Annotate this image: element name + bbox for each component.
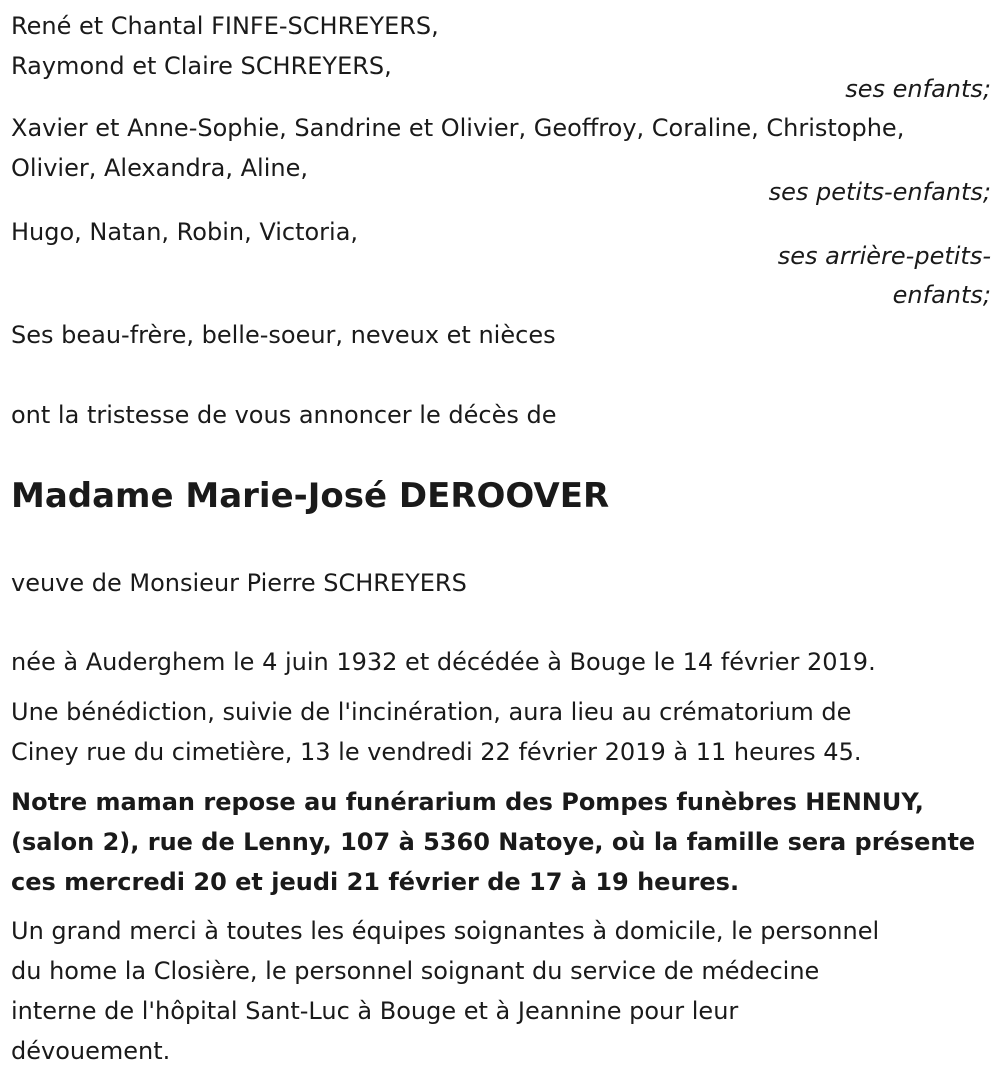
birth-death-line: née à Auderghem le 4 juin 1932 et décédée à Bouge le 14 février 2019. (11, 648, 876, 676)
children-line-2: Raymond et Claire SCHREYERS, (11, 52, 392, 80)
thanks-line-3: interne de l'hôpital Sant-Luc à Bouge et à Jeannine pour leur (11, 997, 739, 1025)
deceased-name: Madame Marie-José DEROOVER (11, 476, 610, 516)
thanks-line-1: Un grand merci à toutes les équipes soignantes à domicile, le personnel (11, 917, 880, 945)
funerarium-line-1: Notre maman repose au funérarium des Pompes funèbres HENNUY, (11, 788, 924, 816)
children-role: ses enfants; (845, 75, 991, 103)
great-grandchildren-line-1: Hugo, Natan, Robin, Victoria, (11, 218, 359, 246)
relatives-line: Ses beau-frère, belle-soeur, neveux et nièces (11, 321, 556, 349)
children-line-1: René et Chantal FINFE-SCHREYERS, (11, 12, 439, 40)
thanks-line-2: du home la Closière, le personnel soignant du service de médecine (11, 957, 820, 985)
funerarium-line-3: ces mercredi 20 et jeudi 21 février de 17 à 19 heures. (11, 868, 740, 896)
ceremony-line-1: Une bénédiction, suivie de l'incinération, aura lieu au crématorium de (11, 698, 852, 726)
great-grandchildren-role-line-2: enfants; (892, 281, 991, 309)
widow-of-line: veuve de Monsieur Pierre SCHREYERS (11, 569, 467, 597)
great-grandchildren-role-line-1: ses arrière-petits- (777, 242, 991, 270)
obituary-page (11, 0, 991, 1081)
grandchildren-line-2: Olivier, Alexandra, Aline, (11, 154, 308, 182)
grandchildren-role: ses petits-enfants; (768, 178, 991, 206)
ceremony-line-2: Ciney rue du cimetière, 13 le vendredi 22 février 2019 à 11 heures 45. (11, 738, 862, 766)
thanks-line-4: dévouement. (11, 1037, 171, 1065)
funerarium-line-2: (salon 2), rue de Lenny, 107 à 5360 Natoye, où la famille sera présente (11, 828, 976, 856)
announcement-line: ont la tristesse de vous annoncer le décès de (11, 401, 557, 429)
grandchildren-line-1: Xavier et Anne-Sophie, Sandrine et Olivier, Geoffroy, Coraline, Christophe, (11, 114, 905, 142)
